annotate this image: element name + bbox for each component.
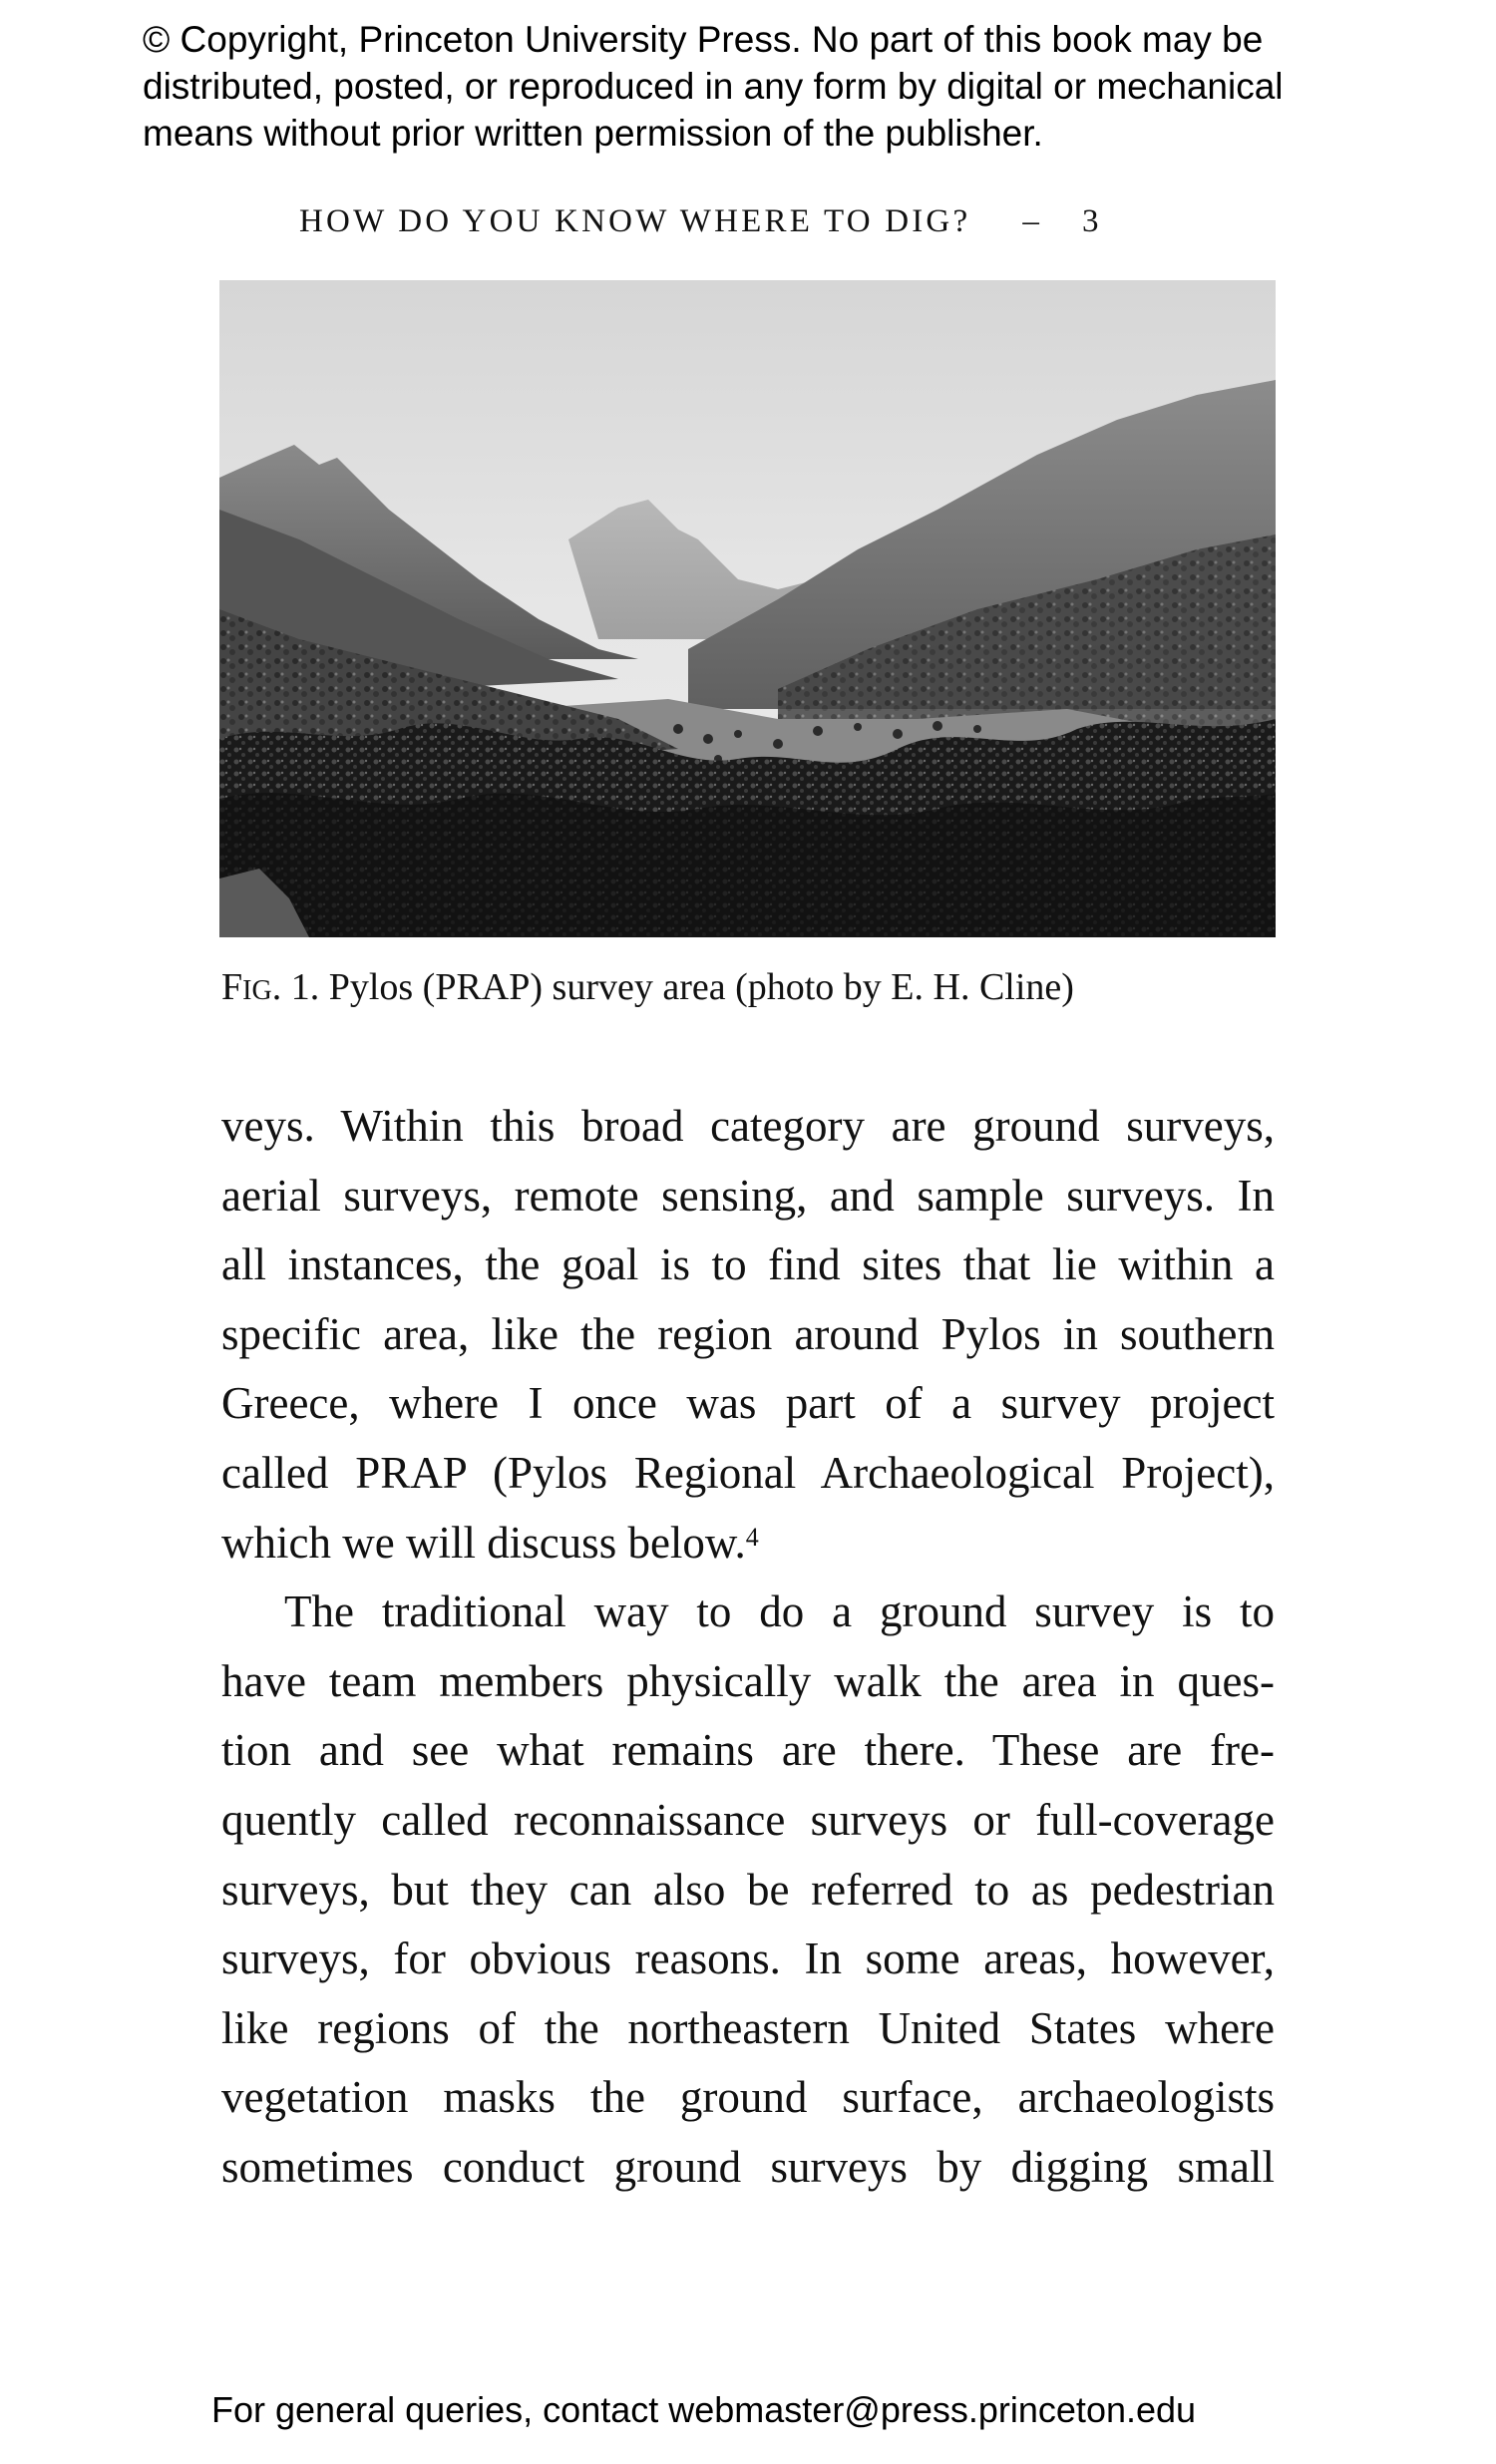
- copyright-notice: [143, 16, 1399, 157]
- text-line: have team members physically walk the area in ques-: [221, 1655, 1275, 1706]
- copyright-line: © Copyright, Princeton University Press. No part of this book may be: [143, 19, 1264, 60]
- copyright-line: distributed, posted, or reproduced in any form by digital or mechanical: [143, 66, 1284, 107]
- text-line: veys. Within this broad category are ground surveys,: [221, 1101, 1275, 1151]
- caption-text: Pylos (PRAP) survey area (photo by E. H. Cline): [319, 966, 1074, 1008]
- chapter-title: HOW DO YOU KNOW WHERE TO DIG?: [299, 203, 971, 239]
- text-line: surveys, but they can also be referred to as pedestrian: [221, 1864, 1275, 1915]
- text-line: aerial surveys, remote sensing, and sample surveys. In: [221, 1170, 1275, 1221]
- text-line: vegetation masks the ground surface, archaeologists: [221, 2072, 1275, 2123]
- text-line: quently called reconnaissance surveys or full-coverage: [221, 1794, 1275, 1845]
- figure-photo: [219, 280, 1276, 937]
- text-line: tion and see what remains are there. These are fre-: [221, 1725, 1275, 1776]
- text-line: Greece, where I once was part of a survey project: [221, 1378, 1275, 1429]
- footer-contact: For general queries, contact webmaster@press.princeton.edu: [211, 2389, 1197, 2430]
- text-line: surveys, for obvious reasons. In some areas, however,: [221, 1934, 1275, 1984]
- figure-label: FIG. 1.: [221, 966, 320, 1008]
- paragraph: [221, 1092, 1275, 1578]
- text-line: specific area, like the region around Pylos in southern: [221, 1308, 1275, 1359]
- figure-caption: [221, 965, 1074, 1009]
- header-separator: –: [1022, 203, 1043, 239]
- copyright-line: means without prior written permission of the publisher.: [143, 113, 1043, 154]
- landscape-photo-illustration: [219, 280, 1276, 937]
- text-line: like regions of the northeastern United States where: [221, 2002, 1275, 2053]
- footnote-marker[interactable]: 4: [745, 1522, 759, 1552]
- paragraph: [221, 1578, 1275, 2202]
- body-text: [221, 1092, 1275, 2203]
- running-header: [299, 203, 1237, 240]
- page-number: 3: [1082, 203, 1102, 239]
- text-line: all instances, the goal is to find sites that lie within a: [221, 1239, 1275, 1290]
- text-line: sometimes conduct ground surveys by digging small: [221, 2141, 1275, 2192]
- text-line: which we will discuss below.$^4$: [221, 1517, 759, 1568]
- text-line: The traditional way to do a ground survey is to: [284, 1586, 1275, 1637]
- text-line: called PRAP (Pylos Regional Archaeological Project),: [221, 1447, 1275, 1498]
